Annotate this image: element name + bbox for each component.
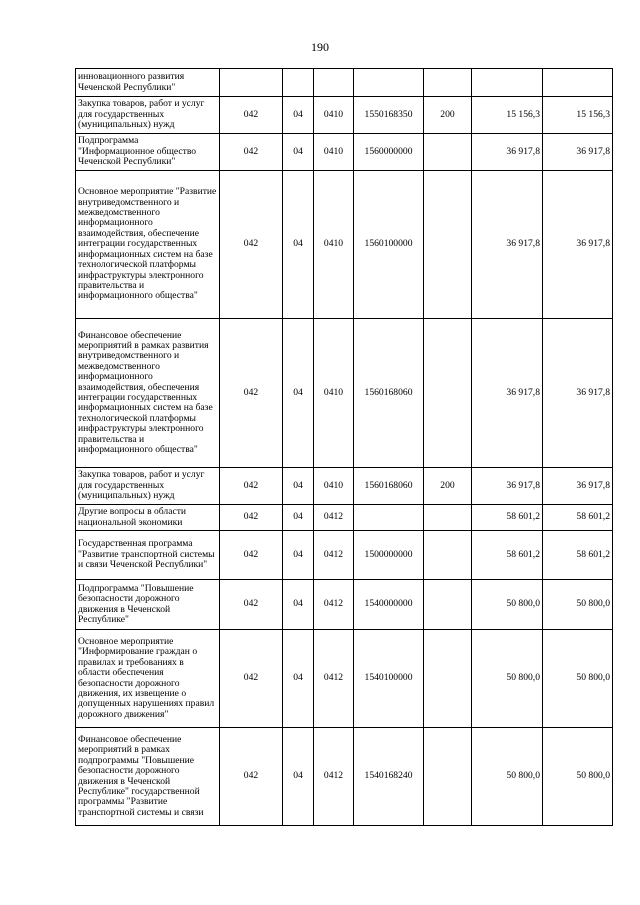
cell-section: 04	[283, 531, 314, 580]
cell-name: Закупка товаров, работ и услуг для государственных (муниципальных) нужд	[76, 97, 220, 134]
cell-amount-1: 36 917,8	[472, 319, 543, 468]
cell-expense-type	[424, 728, 472, 826]
budget-table	[75, 68, 613, 826]
cell-section: 04	[283, 171, 314, 319]
cell-section: 04	[283, 505, 314, 531]
cell-subsection: 0412	[314, 580, 354, 630]
cell-amount-2: 36 917,8	[543, 171, 613, 319]
cell-name: Финансовое обеспечение мероприятий в рамках подпрограммы "Повышение безопасности дорожного движения в Чеченской Республике" государственной программы "Развитие транспортной системы и связи	[76, 728, 220, 826]
cell-target-article: 1540100000	[354, 630, 424, 728]
cell-amount-2: 50 800,0	[543, 580, 613, 630]
cell-ministry-code: 042	[220, 505, 283, 531]
cell-name: Финансовое обеспечение мероприятий в рамках развития внутриведомственного и межведомственного информационного взаимодействия, обеспечения интеграции государственных информационных систем на базе технологической платформы инфраструктуры электронного правительства и информационного общества"	[76, 319, 220, 468]
cell-section: 04	[283, 319, 314, 468]
cell-amount-1: 36 917,8	[472, 468, 543, 505]
cell-subsection: 0410	[314, 319, 354, 468]
cell-ministry-code	[220, 69, 283, 97]
cell-expense-type	[424, 171, 472, 319]
table-row	[76, 319, 613, 468]
cell-amount-2: 50 800,0	[543, 728, 613, 826]
cell-name: Подпрограмма "Повышение безопасности дорожного движения в Чеченской Республике"	[76, 580, 220, 630]
cell-ministry-code: 042	[220, 319, 283, 468]
cell-subsection: 0412	[314, 531, 354, 580]
table-row	[76, 468, 613, 505]
cell-target-article: 1560100000	[354, 171, 424, 319]
cell-amount-2: 58 601,2	[543, 505, 613, 531]
cell-amount-1: 58 601,2	[472, 531, 543, 580]
table-row	[76, 97, 613, 134]
cell-target-article: 1560168060	[354, 319, 424, 468]
cell-expense-type	[424, 134, 472, 171]
cell-section: 04	[283, 134, 314, 171]
cell-target-article: 1560000000	[354, 134, 424, 171]
table-row	[76, 630, 613, 728]
cell-name: Основное мероприятие "Информирование граждан о правилах и требованиях в области обеспечения безопасности дорожного движения, их извещение о допущенных нарушениях правил дорожного движения"	[76, 630, 220, 728]
cell-target-article: 1550168350	[354, 97, 424, 134]
table-row	[76, 134, 613, 171]
cell-subsection	[314, 69, 354, 97]
cell-expense-type	[424, 505, 472, 531]
cell-expense-type: 200	[424, 468, 472, 505]
cell-amount-1: 36 917,8	[472, 134, 543, 171]
cell-target-article: 1560168060	[354, 468, 424, 505]
cell-section: 04	[283, 728, 314, 826]
cell-subsection: 0410	[314, 171, 354, 319]
cell-ministry-code: 042	[220, 728, 283, 826]
cell-amount-2: 15 156,3	[543, 97, 613, 134]
table-row	[76, 728, 613, 826]
table-row	[76, 580, 613, 630]
cell-expense-type	[424, 319, 472, 468]
cell-name: инновационного развития Чеченской Республики"	[76, 69, 220, 97]
cell-ministry-code: 042	[220, 630, 283, 728]
cell-target-article: 1500000000	[354, 531, 424, 580]
cell-ministry-code: 042	[220, 468, 283, 505]
cell-section: 04	[283, 630, 314, 728]
cell-ministry-code: 042	[220, 97, 283, 134]
cell-target-article	[354, 69, 424, 97]
cell-expense-type	[424, 630, 472, 728]
cell-subsection: 0410	[314, 97, 354, 134]
table-row	[76, 505, 613, 531]
cell-ministry-code: 042	[220, 134, 283, 171]
cell-ministry-code: 042	[220, 580, 283, 630]
cell-ministry-code: 042	[220, 531, 283, 580]
cell-section	[283, 69, 314, 97]
cell-subsection: 0412	[314, 630, 354, 728]
page-number: 190	[311, 40, 329, 54]
cell-section: 04	[283, 468, 314, 505]
cell-amount-2: 50 800,0	[543, 630, 613, 728]
cell-name: Закупка товаров, работ и услуг для государственных (муниципальных) нужд	[76, 468, 220, 505]
table-row	[76, 69, 613, 97]
cell-amount-2: 58 601,2	[543, 531, 613, 580]
cell-subsection: 0412	[314, 728, 354, 826]
cell-amount-1: 50 800,0	[472, 728, 543, 826]
cell-expense-type	[424, 69, 472, 97]
cell-target-article	[354, 505, 424, 531]
cell-expense-type	[424, 580, 472, 630]
cell-amount-1: 36 917,8	[472, 171, 543, 319]
cell-expense-type	[424, 531, 472, 580]
cell-name: Другие вопросы в области национальной экономики	[76, 505, 220, 531]
cell-amount-1: 58 601,2	[472, 505, 543, 531]
cell-subsection: 0410	[314, 134, 354, 171]
cell-target-article: 1540000000	[354, 580, 424, 630]
cell-amount-1: 15 156,3	[472, 97, 543, 134]
cell-amount-1	[472, 69, 543, 97]
cell-section: 04	[283, 580, 314, 630]
cell-name: Подпрограмма "Информационное общество Чеченской Республики"	[76, 134, 220, 171]
cell-amount-2: 36 917,8	[543, 319, 613, 468]
table-row	[76, 531, 613, 580]
cell-ministry-code: 042	[220, 171, 283, 319]
cell-amount-2: 36 917,8	[543, 468, 613, 505]
cell-subsection: 0412	[314, 505, 354, 531]
cell-target-article: 1540168240	[354, 728, 424, 826]
cell-amount-2: 36 917,8	[543, 134, 613, 171]
cell-expense-type: 200	[424, 97, 472, 134]
cell-section: 04	[283, 97, 314, 134]
cell-name: Государственная программа "Развитие транспортной системы и связи Чеченской Республики"	[76, 531, 220, 580]
cell-name: Основное мероприятие "Развитие внутриведомственного и межведомственного информационного взаимодействия, обеспечение интеграции государственных информационных систем на базе технологической платформы инфраструктуры электронного правительства и информационного общества"	[76, 171, 220, 319]
cell-amount-1: 50 800,0	[472, 580, 543, 630]
table-row	[76, 171, 613, 319]
table-body	[76, 69, 613, 826]
cell-amount-1: 50 800,0	[472, 630, 543, 728]
cell-subsection: 0410	[314, 468, 354, 505]
cell-amount-2	[543, 69, 613, 97]
